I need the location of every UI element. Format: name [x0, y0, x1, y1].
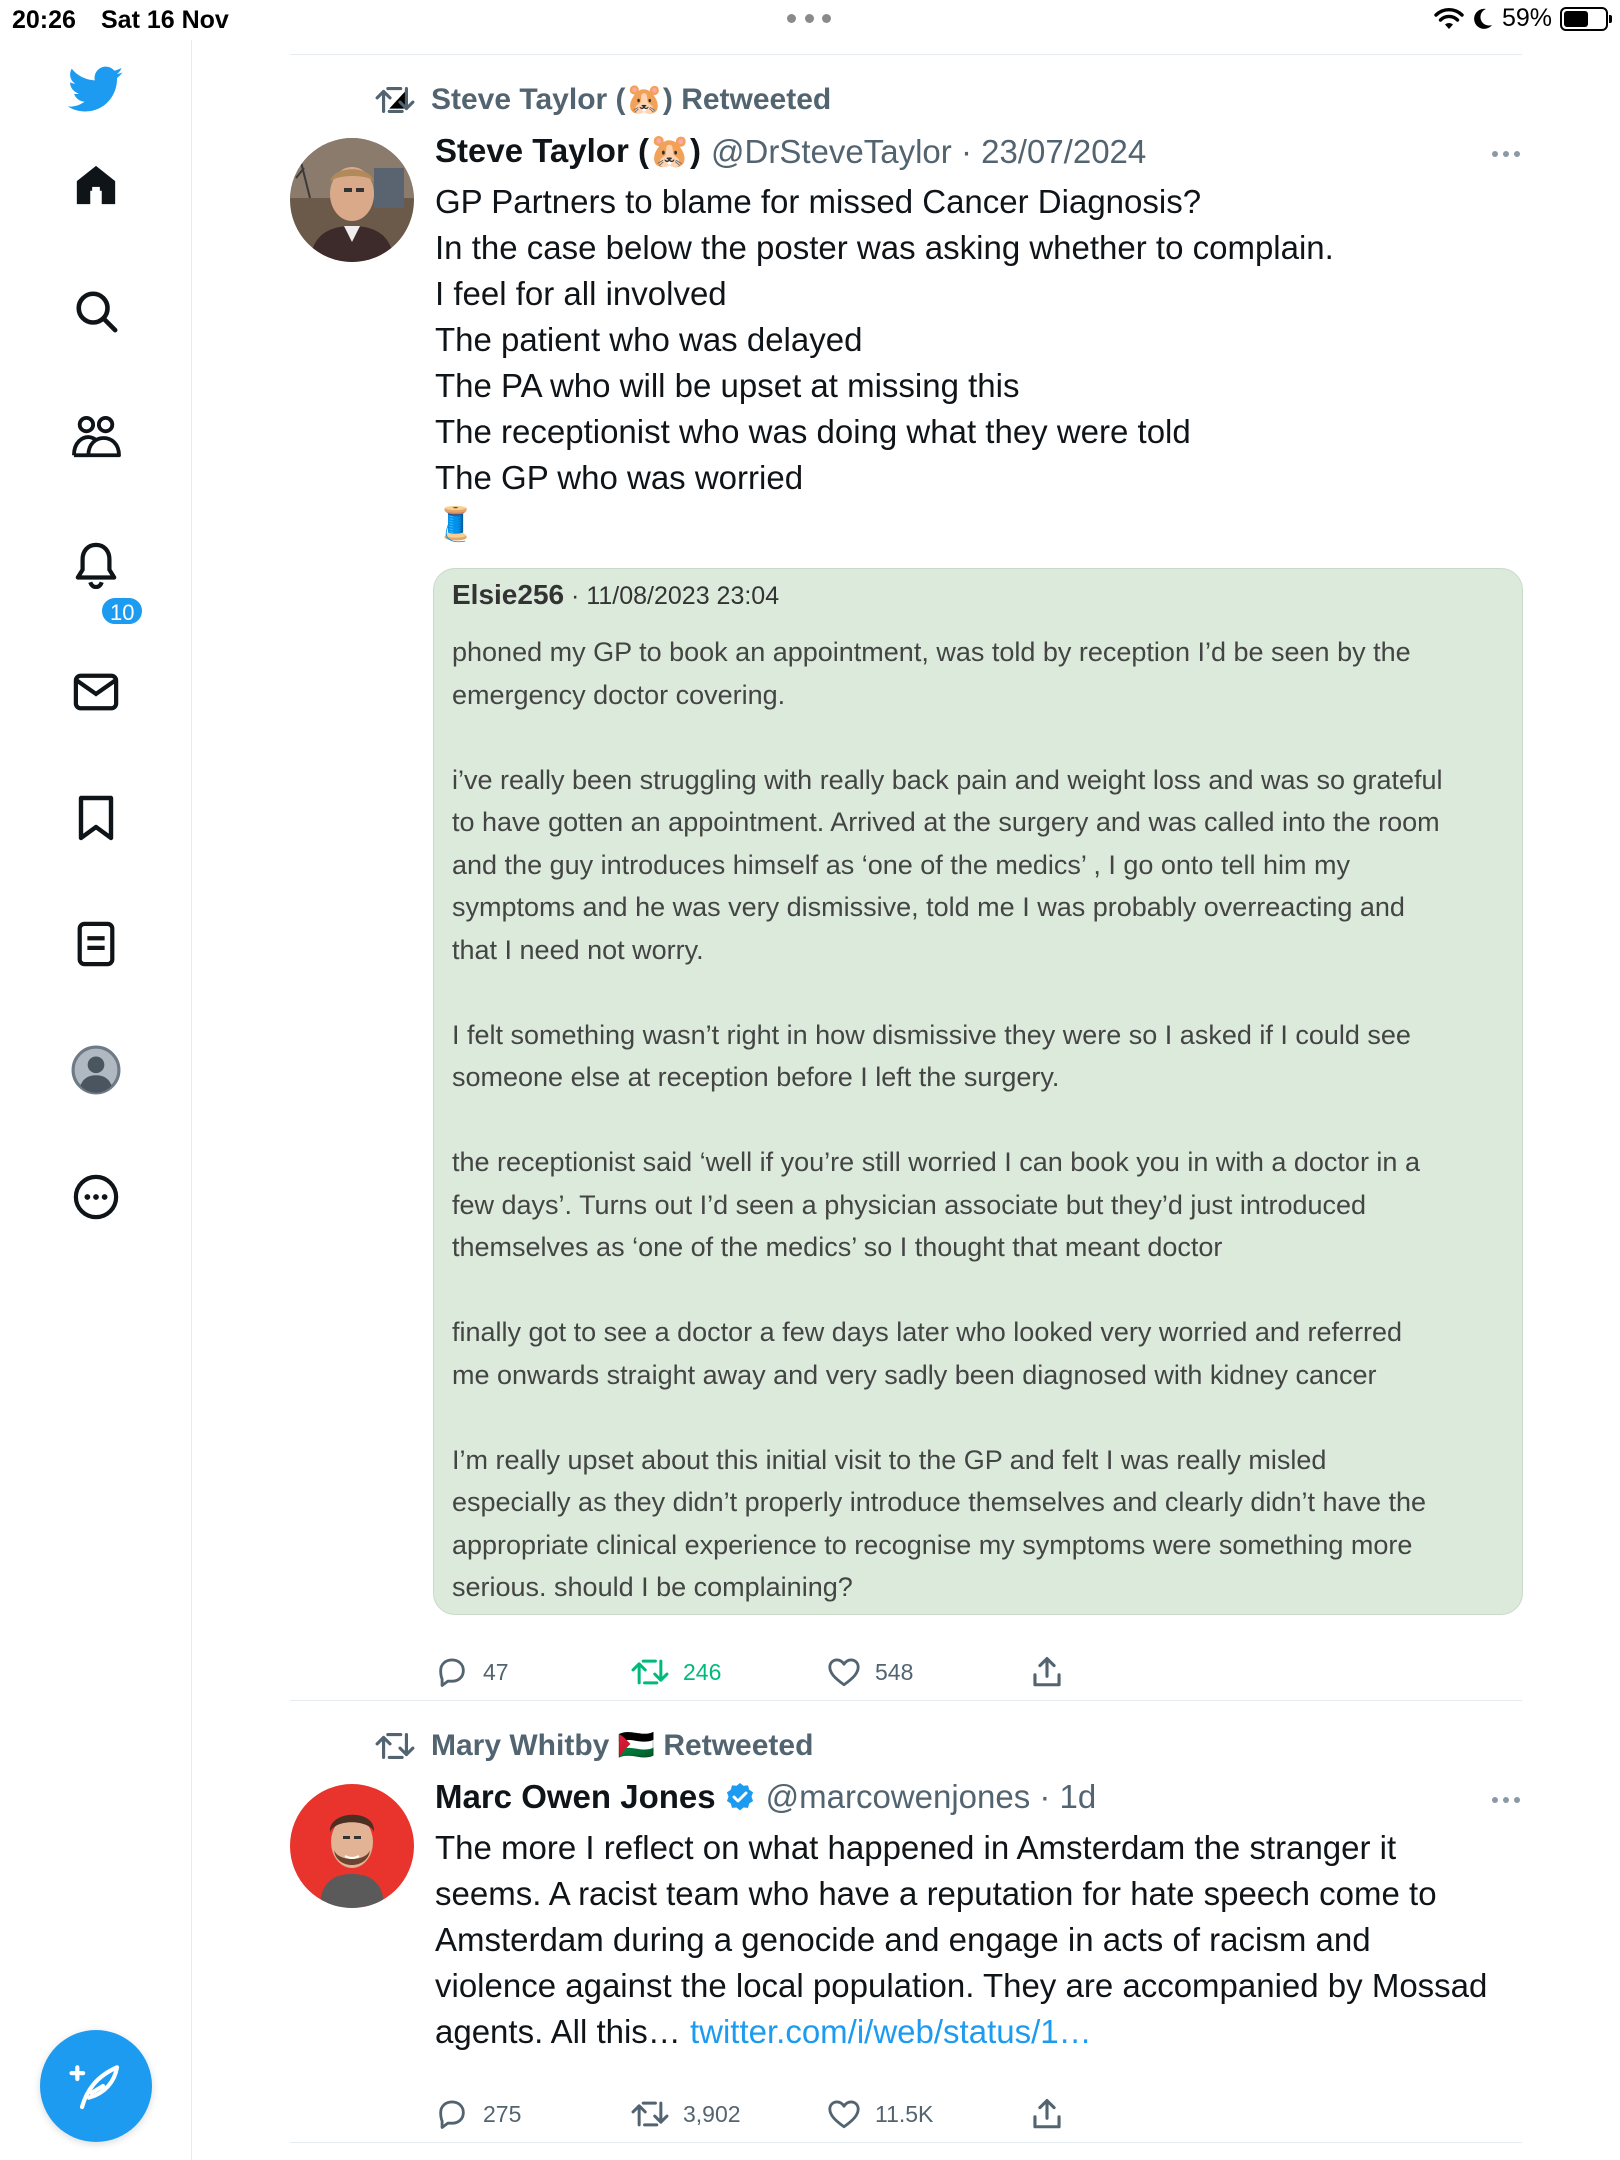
- tweet-text-line: agents. All this…: [435, 2013, 690, 2050]
- tweet-more-icon[interactable]: [1492, 1797, 1520, 1803]
- quote-username: Elsie256: [452, 579, 565, 610]
- tweet-divider: [290, 2142, 1522, 2143]
- author-name[interactable]: Marc Owen Jones: [435, 1778, 716, 1815]
- retweet-icon: [631, 2100, 669, 2128]
- tweet-text-line: The more I reflect on what happened in Amsterdam the stranger it: [435, 1829, 1397, 1866]
- reply-button[interactable]: [435, 2092, 521, 2136]
- retweeted-by-label: Mary Whitby 🇵🇸 Retweeted: [431, 1729, 814, 1762]
- status-date: Sat 16 Nov: [101, 6, 229, 34]
- tweet-text: [435, 179, 1525, 547]
- tweet-text-line: The patient who was delayed: [435, 321, 863, 358]
- tweet-divider: [290, 1700, 1522, 1701]
- reply-icon: [435, 1655, 469, 1689]
- multitasking-dots-icon[interactable]: [787, 14, 831, 24]
- quote-line: i’ve really been struggling with really back pain and weight loss and was so grateful: [452, 764, 1443, 795]
- battery-percent: 59%: [1501, 4, 1552, 32]
- quote-line: phoned my GP to book an appointment, was told by reception I’d be seen by the: [452, 637, 1411, 667]
- reply-count: 47: [483, 1658, 509, 1685]
- quote-line: themselves as ‘one of the medics’ so I thought that meant doctor: [452, 1232, 1223, 1262]
- tweet-text-line: The GP who was worried: [435, 459, 804, 496]
- share-button[interactable]: [1031, 2092, 1063, 2136]
- like-button[interactable]: [827, 2092, 933, 2136]
- like-count: 548: [875, 1658, 914, 1685]
- retweet-context: [375, 1728, 813, 1763]
- quote-line: I felt something wasn’t right in how dismissive they were so I asked if I could see: [452, 1019, 1411, 1050]
- tweet-text-line: The PA who will be upset at missing this: [435, 367, 1020, 404]
- do-not-disturb-moon-icon: [1472, 7, 1494, 31]
- wifi-icon: [1434, 7, 1464, 31]
- profile-icon[interactable]: [66, 1040, 126, 1100]
- retweet-icon: [631, 1658, 669, 1686]
- quote-line: the receptionist said ‘well if you’re still worried I can book you in with a doctor in a: [452, 1147, 1420, 1177]
- retweet-context: [375, 82, 831, 117]
- divider: [290, 54, 1522, 55]
- tweet-text-line: seems. A racist team who have a reputation for hate speech come to: [435, 1875, 1437, 1912]
- quote-line: appropriate clinical experience to recognise my symptoms were something more: [452, 1529, 1413, 1560]
- retweeted-by-label: Steve Taylor (🐹) Retweeted: [431, 83, 832, 116]
- share-button[interactable]: [1031, 1650, 1063, 1694]
- like-count: 11.5K: [875, 2100, 934, 2127]
- verified-badge-icon: [724, 1781, 756, 1813]
- compose-feather-icon: [68, 2058, 124, 2114]
- quote-line: symptoms and he was very dismissive, told me I was probably overreacting and: [452, 892, 1405, 922]
- communities-icon[interactable]: [66, 408, 126, 468]
- quote-line: that I need not worry.: [452, 934, 704, 965]
- tweet-text-line: I feel for all involved: [435, 275, 727, 312]
- author-handle[interactable]: @marcowenjones · 1d: [765, 1778, 1097, 1815]
- compose-tweet-button[interactable]: [40, 2030, 152, 2142]
- notifications-badge: 10: [100, 596, 144, 626]
- tweet-text-line: The receptionist who was doing what they were told: [435, 413, 1191, 450]
- notifications-icon[interactable]: [66, 535, 126, 595]
- quote-line: me onwards straight away and very sadly been diagnosed with kidney cancer: [452, 1359, 1377, 1390]
- quote-line: and the guy introduces himself as ‘one of the medics’ , I go onto tell him my: [452, 849, 1350, 880]
- tweet-text-line: In the case below the poster was asking whether to complain.: [435, 229, 1334, 266]
- reply-button[interactable]: [435, 1650, 509, 1694]
- tweet-text-line: Amsterdam during a genocide and engage in acts of racism and: [435, 1921, 1371, 1958]
- tweet-header: [435, 132, 1146, 171]
- quote-line: serious. should I be complaining?: [452, 1572, 853, 1602]
- tweet-text: [435, 1825, 1525, 2055]
- heart-icon: [827, 2098, 861, 2130]
- reply-count: 275: [483, 2100, 522, 2127]
- avatar[interactable]: [290, 138, 414, 262]
- quote-line: finally got to see a doctor a few days later who looked very worried and referred: [452, 1317, 1402, 1347]
- share-icon: [1031, 1655, 1063, 1689]
- more-icon[interactable]: [66, 1167, 126, 1227]
- search-icon[interactable]: [66, 281, 126, 341]
- quote-body: [452, 631, 1512, 1609]
- quote-date: · 11/08/2023 23:04: [564, 582, 780, 610]
- bookmarks-icon[interactable]: [66, 788, 126, 848]
- author-handle[interactable]: @DrSteveTaylor · 23/07/2024: [711, 132, 1147, 170]
- quoted-screenshot[interactable]: [433, 568, 1523, 1615]
- tweet-header: [435, 1778, 1096, 1816]
- quote-line: few days’. Turns out I’d seen a physician associate but they’d just introduced: [452, 1189, 1367, 1220]
- like-button[interactable]: [827, 1650, 913, 1694]
- battery-icon: [1560, 7, 1608, 31]
- tweet-more-icon[interactable]: [1492, 151, 1520, 157]
- status-time: 20:26: [12, 6, 76, 34]
- avatar[interactable]: [290, 1784, 414, 1908]
- retweet-count: 3,902: [683, 2100, 741, 2127]
- retweet-icon: [375, 85, 415, 115]
- messages-icon[interactable]: [66, 662, 126, 722]
- tweet-text-line: GP Partners to blame for missed Cancer Diagnosis?: [435, 183, 1202, 220]
- lists-icon[interactable]: [66, 914, 126, 974]
- tweet-text-line: violence against the local population. They are accompanied by Mossad: [435, 1967, 1488, 2004]
- tweet-actions: [435, 1650, 1135, 1694]
- retweet-button[interactable]: [631, 1650, 721, 1694]
- author-name[interactable]: Steve Taylor (🐹): [435, 132, 702, 169]
- quote-line: especially as they didn’t properly introduce themselves and clearly didn’t have the: [452, 1487, 1427, 1517]
- retweet-count: 246: [683, 1658, 722, 1685]
- tweet-actions: [435, 2092, 1135, 2136]
- retweet-icon: [375, 1731, 415, 1761]
- reply-icon: [435, 2097, 469, 2131]
- twitter-bird-icon[interactable]: [66, 60, 126, 120]
- timeline: [290, 40, 1522, 2160]
- share-icon: [1031, 2097, 1063, 2131]
- quote-header: [452, 579, 779, 611]
- tweet-link[interactable]: twitter.com/i/web/status/1…: [689, 2013, 1092, 2050]
- status-indicators: [1434, 4, 1608, 33]
- status-bar: [0, 0, 1620, 40]
- quote-line: I’m really upset about this initial visit to the GP and felt I was really misled: [452, 1444, 1327, 1475]
- quote-line: someone else at reception before I left the surgery.: [452, 1062, 1060, 1092]
- home-icon[interactable]: [66, 155, 126, 215]
- retweet-button[interactable]: [631, 2092, 741, 2136]
- quote-line: emergency doctor covering.: [452, 679, 786, 710]
- thread-emoji: 🧵: [435, 505, 477, 542]
- sidebar: [0, 40, 192, 2160]
- heart-icon: [827, 1656, 861, 1688]
- quote-line: to have gotten an appointment. Arrived at the surgery and was called into the room: [452, 807, 1440, 837]
